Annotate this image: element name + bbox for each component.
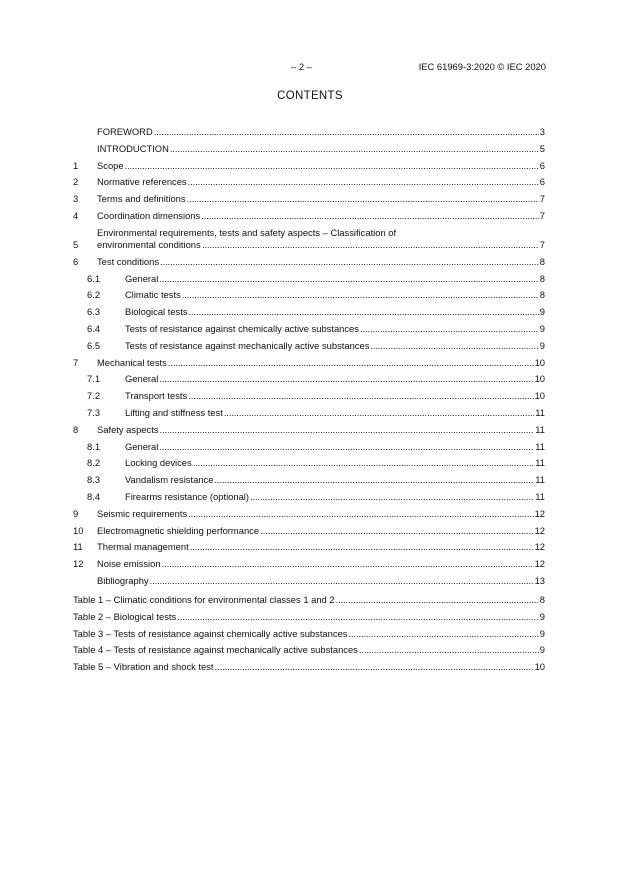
toc-entry-number: 6.5 xyxy=(87,339,101,351)
dot-leader xyxy=(168,355,534,372)
toc-entry-number: 7 xyxy=(73,356,79,368)
toc-entry-page: 6 xyxy=(539,159,545,171)
toc-entry[interactable] xyxy=(73,174,545,191)
toc-entry-page: 7 xyxy=(539,193,545,205)
table-list-entry[interactable] xyxy=(73,659,545,676)
table-list-page: 9 xyxy=(539,644,545,656)
toc-entry[interactable] xyxy=(73,371,545,388)
dot-leader xyxy=(190,539,534,556)
toc-entry-number: 6.2 xyxy=(87,289,101,301)
toc-entry-title: FOREWORD xyxy=(97,126,153,137)
list-of-tables xyxy=(73,592,545,676)
toc-entry[interactable] xyxy=(73,539,545,556)
toc-entry-page: 13 xyxy=(534,574,545,586)
table-list-title: Table 4 – Tests of resistance against mechanically active substances xyxy=(73,644,358,656)
dot-leader xyxy=(188,388,533,405)
toc-entry-title: Noise emission xyxy=(97,558,161,570)
toc-entry[interactable] xyxy=(73,338,545,355)
toc-entry-number: 6.4 xyxy=(87,322,101,334)
dot-leader xyxy=(188,506,533,523)
toc-entry-page: 6 xyxy=(539,176,545,188)
toc-entry-page: 9 xyxy=(539,322,545,334)
dot-leader xyxy=(177,609,539,626)
dot-leader xyxy=(150,573,534,590)
toc-entry-title: INTRODUCTION xyxy=(97,142,169,154)
toc-entry-number: 6.3 xyxy=(87,306,101,318)
toc-entry-number: 7.1 xyxy=(87,373,101,385)
dot-leader xyxy=(188,174,539,191)
page-number: – 2 – xyxy=(291,61,312,72)
dot-leader xyxy=(160,422,535,439)
toc-entry-page: 11 xyxy=(535,490,545,502)
toc-entry-title: Tests of resistance against mechanically active substances xyxy=(125,339,370,351)
table-list-title: Table 5 – Vibration and shock test xyxy=(73,661,214,673)
toc-entry-number: 7.3 xyxy=(87,406,101,418)
toc-entry-page: 8 xyxy=(539,255,545,267)
toc-entry-title: Tests of resistance against chemically active substances xyxy=(125,322,359,334)
dot-leader xyxy=(187,191,539,208)
toc-entry-title: General xyxy=(125,373,159,385)
toc-entry[interactable] xyxy=(73,225,545,254)
dot-leader xyxy=(359,642,539,659)
toc-entry-number: 4 xyxy=(73,209,79,221)
toc-entry-page: 11 xyxy=(535,474,545,486)
toc-entry-title: Safety aspects xyxy=(97,423,159,435)
dot-leader xyxy=(159,439,534,456)
table-list-title: Table 2 – Biological tests xyxy=(73,610,177,622)
toc-entry-title: Firearms resistance (optional) xyxy=(125,490,249,502)
dot-leader xyxy=(159,271,538,288)
toc-entry-title: Scope xyxy=(97,159,124,171)
dot-leader xyxy=(250,489,534,506)
toc-entry[interactable] xyxy=(73,254,545,271)
toc-entry-title: Seismic requirements xyxy=(97,507,188,519)
toc-entry[interactable] xyxy=(73,158,545,175)
table-list-page: 9 xyxy=(539,610,545,622)
toc-entry-page: 9 xyxy=(539,339,545,351)
table-list-title: Table 1 – Climatic conditions for environmental classes 1 and 2 xyxy=(73,594,335,605)
toc-entry[interactable] xyxy=(73,489,545,506)
toc-entry[interactable] xyxy=(73,304,545,321)
table-list-page: 10 xyxy=(534,661,545,673)
dot-leader xyxy=(360,321,539,338)
toc-entry-title-line1: Environmental requirements, tests and safety aspects – Classification of xyxy=(97,226,397,238)
toc-entry-number: 2 xyxy=(73,176,79,188)
toc-entry-page: 12 xyxy=(534,524,545,536)
toc-entry[interactable] xyxy=(73,506,545,523)
toc-entry[interactable] xyxy=(73,321,545,338)
toc-entry-page: 12 xyxy=(534,558,545,570)
toc-entry-title-line2: environmental conditions xyxy=(97,238,201,250)
dot-leader xyxy=(202,239,539,251)
toc-entry-number: 8.3 xyxy=(87,474,101,486)
toc-entry[interactable] xyxy=(73,422,545,439)
dot-leader xyxy=(224,405,534,422)
toc-entry[interactable] xyxy=(73,455,545,472)
toc-entry-page: 11 xyxy=(535,423,545,435)
toc-entry[interactable] xyxy=(73,355,545,372)
toc-entry[interactable] xyxy=(73,556,545,573)
dot-leader xyxy=(182,287,539,304)
toc-entry-title: Transport tests xyxy=(125,390,188,402)
table-of-contents xyxy=(73,124,545,590)
document-id: IEC 61969-3:2020 © IEC 2020 xyxy=(418,61,546,72)
toc-entry-page: 8 xyxy=(539,289,545,301)
toc-entry-page: 10 xyxy=(534,373,545,385)
dot-leader xyxy=(170,141,539,158)
table-list-page: 8 xyxy=(539,594,545,605)
toc-entry[interactable] xyxy=(73,472,545,489)
table-list-title: Table 3 – Tests of resistance against chemically active substances xyxy=(73,627,348,639)
dot-leader xyxy=(193,455,535,472)
toc-entry-title: Vandalism resistance xyxy=(125,474,214,486)
toc-entry-page: 12 xyxy=(534,507,545,519)
toc-entry[interactable] xyxy=(73,388,545,405)
toc-entry-title: Mechanical tests xyxy=(97,356,167,368)
toc-entry-number: 8.2 xyxy=(87,457,101,469)
toc-entry-title: Locking devices xyxy=(125,457,192,469)
dot-leader xyxy=(348,626,538,643)
toc-entry-title: Test conditions xyxy=(97,255,160,267)
toc-entry-page: 7 xyxy=(539,209,545,221)
toc-entry[interactable] xyxy=(73,208,545,225)
dot-leader xyxy=(215,659,534,676)
toc-entry-number: 6.1 xyxy=(87,272,101,284)
toc-entry-page: 9 xyxy=(539,306,545,318)
toc-entry[interactable] xyxy=(73,439,545,456)
toc-entry[interactable] xyxy=(73,141,545,158)
toc-entry-page: 10 xyxy=(534,390,545,402)
toc-entry-title: General xyxy=(125,440,159,452)
toc-entry-title: Terms and definitions xyxy=(97,193,186,205)
toc-entry-number: 3 xyxy=(73,193,79,205)
toc-entry-number: 6 xyxy=(73,255,79,267)
dot-leader xyxy=(162,556,534,573)
toc-entry-title: Electromagnetic shielding performance xyxy=(97,524,260,536)
toc-entry-page: 11 xyxy=(535,457,545,469)
toc-entry-number: 10 xyxy=(73,524,84,536)
page-header xyxy=(0,61,620,75)
toc-entry-page: 11 xyxy=(535,440,545,452)
toc-entry-number: 8.1 xyxy=(87,440,101,452)
toc-entry-number: 7.2 xyxy=(87,390,101,402)
toc-entry-title xyxy=(97,226,397,251)
toc-entry-title: Normative references xyxy=(97,176,187,188)
toc-entry[interactable] xyxy=(73,287,545,304)
dot-leader xyxy=(214,472,534,489)
dot-leader xyxy=(336,592,539,609)
toc-entry-page: 12 xyxy=(534,541,545,553)
dot-leader xyxy=(189,304,539,321)
toc-entry-title: Biological tests xyxy=(125,306,188,318)
toc-entry-page: 5 xyxy=(539,142,545,154)
toc-entry-page: 3 xyxy=(539,126,545,137)
toc-entry-number: 11 xyxy=(73,541,83,553)
dot-leader xyxy=(159,371,533,388)
toc-entry-number: 5 xyxy=(73,238,79,250)
toc-entry-number: 9 xyxy=(73,507,79,519)
toc-entry-page: 11 xyxy=(535,406,545,418)
toc-entry-title: General xyxy=(125,272,159,284)
dot-leader xyxy=(125,158,539,175)
dot-leader xyxy=(201,208,539,225)
table-list-entry[interactable] xyxy=(73,626,545,643)
toc-entry[interactable] xyxy=(73,405,545,422)
toc-entry-title: Climatic tests xyxy=(125,289,181,301)
dot-leader xyxy=(160,254,539,271)
table-list-entry[interactable] xyxy=(73,592,545,609)
toc-entry-page: 10 xyxy=(534,356,545,368)
toc-entry-title: Bibliography xyxy=(97,574,149,586)
toc-entry-number: 8 xyxy=(73,423,79,435)
toc-entry[interactable] xyxy=(73,191,545,208)
dot-leader xyxy=(260,523,534,540)
toc-entry-number: 1 xyxy=(73,159,79,171)
toc-entry-page: 7 xyxy=(539,238,545,250)
toc-entry[interactable] xyxy=(73,124,545,141)
toc-entry-page: 8 xyxy=(539,272,545,284)
dot-leader xyxy=(154,124,539,141)
toc-entry-title: Coordination dimensions xyxy=(97,209,201,221)
toc-entry[interactable] xyxy=(73,573,545,590)
table-list-entry[interactable] xyxy=(73,609,545,626)
toc-entry-title: Lifting and stiffness test xyxy=(125,406,223,418)
table-list-page: 9 xyxy=(539,627,545,639)
contents-title: CONTENTS xyxy=(277,90,343,102)
table-list-entry[interactable] xyxy=(73,642,545,659)
toc-entry-title: Thermal management xyxy=(97,541,189,553)
toc-entry-number: 8.4 xyxy=(87,490,101,502)
toc-entry[interactable] xyxy=(73,271,545,288)
dot-leader xyxy=(370,338,538,355)
toc-entry[interactable] xyxy=(73,523,545,540)
toc-entry-number: 12 xyxy=(73,558,84,570)
